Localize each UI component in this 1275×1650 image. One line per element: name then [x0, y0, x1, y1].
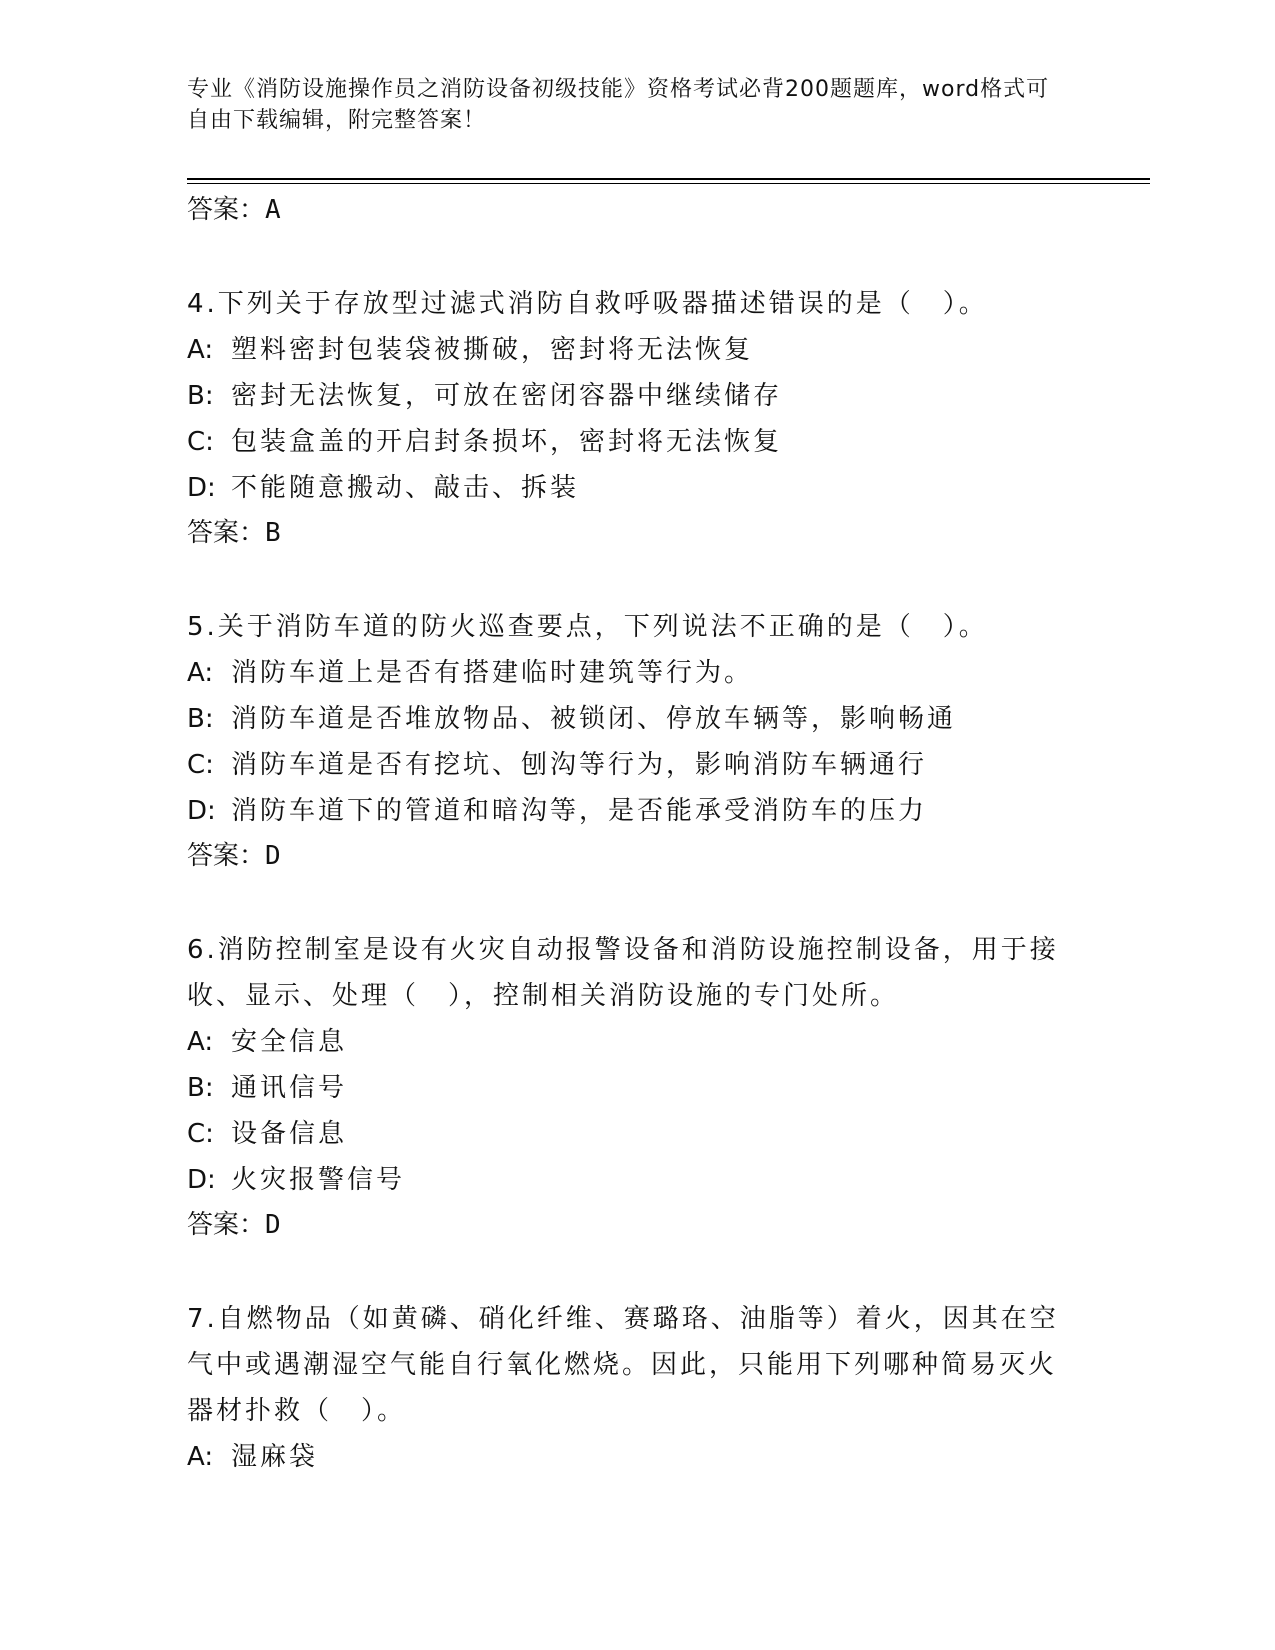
option-d [187, 788, 1087, 834]
option-a [187, 650, 1087, 696]
option-text: 消防车道下的管道和暗沟等，是否能承受消防车的压力 [231, 796, 928, 826]
option-text: 消防车道上是否有搭建临时建筑等行为。 [231, 658, 754, 688]
option-letter: C: [187, 427, 214, 457]
option-d [187, 1157, 1087, 1203]
question-item [187, 1296, 1087, 1480]
question-item [187, 927, 1087, 1247]
question-item [187, 281, 1087, 555]
option-text: 湿麻袋 [231, 1442, 319, 1472]
header-divider-thick [187, 178, 1150, 180]
option-text: 密封无法恢复，可放在密闭容器中继续储存 [231, 381, 783, 411]
option-letter: D: [187, 1165, 216, 1195]
option-letter: C: [187, 1119, 214, 1149]
question-text: 4.下列关于存放型过滤式消防自救呼吸器描述错误的是（ ）。 [187, 289, 988, 319]
header-divider-thin [187, 183, 1150, 184]
option-letter: C: [187, 750, 214, 780]
header-text: 专业《消防设施操作员之消防设备初级技能》资格考试必背200题题库，word格式可自由下载编辑，附完整答案！ [187, 77, 1050, 133]
question-item [187, 604, 1087, 878]
option-letter: B: [187, 704, 214, 734]
option-letter: A: [187, 335, 214, 365]
answer-line: 答案：B [187, 518, 281, 548]
option-c [187, 419, 1087, 465]
document-header [187, 74, 1067, 136]
option-c [187, 742, 1087, 788]
option-text: 消防车道是否堆放物品、被锁闭、停放车辆等，影响畅通 [231, 704, 957, 734]
question-text: 7.自燃物品（如黄磷、硝化纤维、赛璐珞、油脂等）着火，因其在空气中或遇潮湿空气能自行氧化燃烧。因此，只能用下列哪种简易灭火器材扑救（ ）。 [187, 1304, 1059, 1426]
option-b [187, 1065, 1087, 1111]
option-letter: D: [187, 796, 216, 826]
option-text: 火灾报警信号 [231, 1165, 406, 1195]
option-text: 包装盒盖的开启封条损坏，密封将无法恢复 [231, 427, 783, 457]
answer-line: 答案：D [187, 841, 281, 871]
option-b [187, 696, 1087, 742]
option-a [187, 1434, 1087, 1480]
option-d [187, 465, 1087, 511]
option-b [187, 373, 1087, 419]
option-c [187, 1111, 1087, 1157]
option-text: 消防车道是否有挖坑、刨沟等行为，影响消防车辆通行 [231, 750, 928, 780]
option-text: 通讯信号 [231, 1073, 348, 1103]
option-text: 设备信息 [231, 1119, 348, 1149]
option-letter: D: [187, 473, 216, 503]
option-letter: B: [187, 381, 214, 411]
question-list [187, 188, 1087, 1480]
option-text: 塑料密封包装袋被撕破，密封将无法恢复 [231, 335, 754, 365]
answer-line: 答案：D [187, 1210, 281, 1240]
option-text: 不能随意搬动、敲击、拆装 [231, 473, 580, 503]
question-text: 5.关于消防车道的防火巡查要点，下列说法不正确的是（ ）。 [187, 612, 988, 642]
option-letter: A: [187, 658, 214, 688]
option-a [187, 1019, 1087, 1065]
option-text: 安全信息 [231, 1027, 348, 1057]
option-a [187, 327, 1087, 373]
answer-line: 答案：A [187, 195, 281, 225]
option-letter: A: [187, 1442, 214, 1472]
option-letter: A: [187, 1027, 214, 1057]
question-text: 6.消防控制室是设有火灾自动报警设备和消防设施控制设备，用于接收、显示、处理（ ），控制相关消防设施的专门处所。 [187, 935, 1059, 1011]
option-letter: B: [187, 1073, 214, 1103]
